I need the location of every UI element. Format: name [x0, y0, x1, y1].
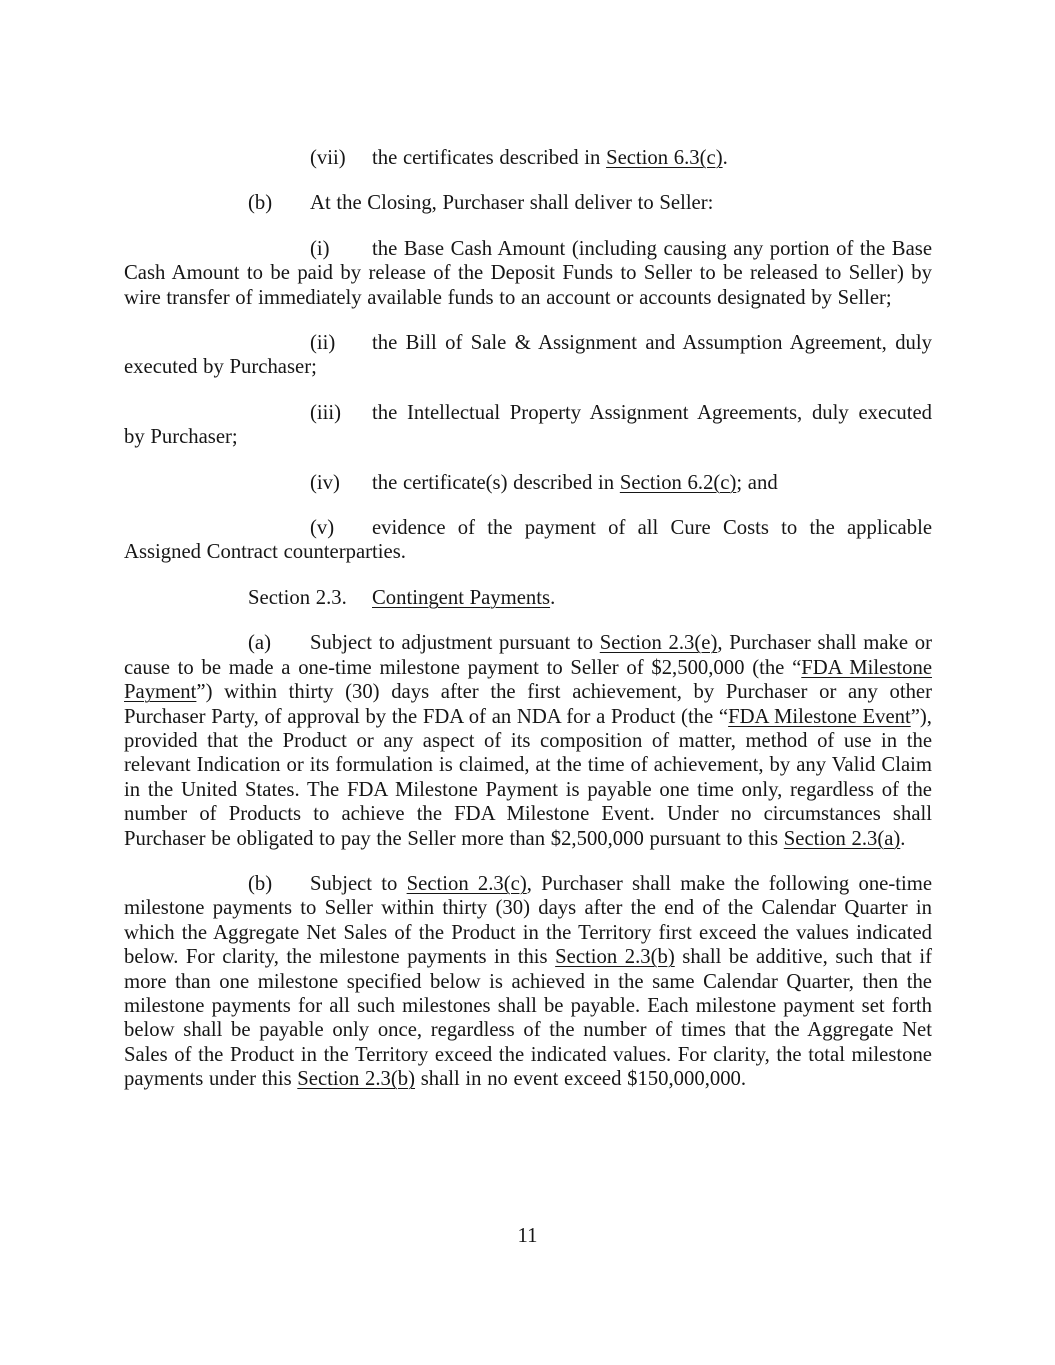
clause-b-closing [124, 191, 932, 215]
clause-2-3-b [124, 872, 932, 1092]
cross-reference: Section 2.3(b) [297, 1068, 416, 1091]
cross-reference: Section 6.3(c) [606, 147, 723, 169]
clause-b-iv [124, 471, 932, 495]
text-run: ; and [736, 471, 778, 494]
clause-b-iii-label: (iii) [310, 401, 342, 424]
text-run: shall be additive, such that if more than one milestone specified below is achieved in the same Calendar Quarter, then the milestone payments for all such milestones shall be payable. Each milestone payment set forth below shall be payable only once, regardless of the number of times that the Aggregate Net Sales of the Product in the Territory exceed the indicated values. For clarity, the total milestone payments under this [124, 946, 932, 1091]
text-run: At the Closing, Purchaser shall deliver to Seller: [310, 192, 714, 215]
clause-b-i [124, 237, 932, 310]
cross-reference: Section 2.3(b) [555, 946, 675, 969]
cross-reference: Section 2.3(c) [406, 872, 527, 895]
clause-b-closing-label: (b) [248, 192, 273, 215]
cross-reference: Section 2.3(a) [783, 827, 901, 850]
clause-2-3-b-label: (b) [248, 872, 273, 895]
text-run: the certificate(s) described in [372, 471, 620, 494]
clause-b-v [124, 516, 932, 565]
text-run: the Base Cash Amount (including causing any portion of the Base Cash Amount to be paid by release of the Deposit Funds to Seller to be released to Seller) by wire transfer of immediately available funds to an account or accounts designated by Seller; [124, 237, 932, 309]
cross-reference: Contingent Payments [372, 586, 551, 609]
clause-b-iv-label: (iv) [310, 471, 340, 494]
text-run: , Purchaser shall make or cause to be made a one-time milestone payment to Seller of $2,500,000 (the “ [124, 632, 932, 679]
cross-reference: FDA Milestone Event [728, 705, 911, 728]
clause-2-3-a [124, 631, 932, 851]
text-run: . [550, 586, 556, 609]
clause-b-v-label: (v) [310, 517, 335, 540]
text-run: Subject to [310, 872, 407, 895]
text-run: the Intellectual Property Assignment Agreements, duly executed by Purchaser; [124, 401, 932, 449]
section-2-3-heading-label: Section 2.3. [248, 586, 347, 609]
cross-reference: Section 6.2(c) [619, 471, 737, 494]
clause-b-i-label: (i) [310, 237, 330, 260]
clause-b-iii [124, 401, 932, 450]
clause-2-3-a-label: (a) [248, 632, 271, 655]
text-run: shall in no event exceed $150,000,000. [415, 1068, 747, 1091]
text-run: Subject to adjustment pursuant to [310, 632, 600, 655]
cross-reference: Section 2.3(e) [599, 632, 718, 655]
text-run: evidence of the payment of all Cure Costs to the applicable Assigned Contract counterparties. [124, 517, 932, 564]
text-run: , Purchaser shall make the following one-time milestone payments to Seller within thirty (30) days after the end of the Calendar Quarter in which the Aggregate Net Sales of the Product in the Territory first exceed the values indicated below. For clarity, the milestone payments in this [124, 872, 932, 969]
text-run: . [900, 827, 906, 850]
clause-b-ii-label: (ii) [310, 332, 336, 355]
cross-reference: FDA Milestone Payment [124, 656, 932, 704]
clause-b-ii [124, 331, 932, 380]
clause-vii-label: (vii) [310, 147, 346, 169]
page-number: 11 [517, 1225, 538, 1247]
text-run: . [722, 147, 728, 169]
document-body [124, 146, 932, 1113]
text-run: ”) within thirty (30) days after the first achievement, by Purchaser or any other Purchaser Party, of approval by the FDA of an NDA for a Product (the “ [124, 681, 932, 728]
text-run: the Bill of Sale & Assignment and Assumption Agreement, duly executed by Purchaser; [124, 332, 932, 379]
section-2-3-heading [124, 586, 932, 610]
clause-vii [124, 146, 932, 170]
text-run: the certificates described in [372, 147, 607, 169]
text-run: ”), provided that the Product or any aspect of its composition of matter, method of use in the relevant Indication or its formulation is claimed, at the time of achievement, by any Valid Claim in the United States. The FDA Milestone Payment is payable one time only, regardless of the number of Products to achieve the FDA Milestone Event. Under no circumstances shall Purchaser be obligated to pay the Seller more than $2,500,000 pursuant to this [124, 705, 932, 850]
